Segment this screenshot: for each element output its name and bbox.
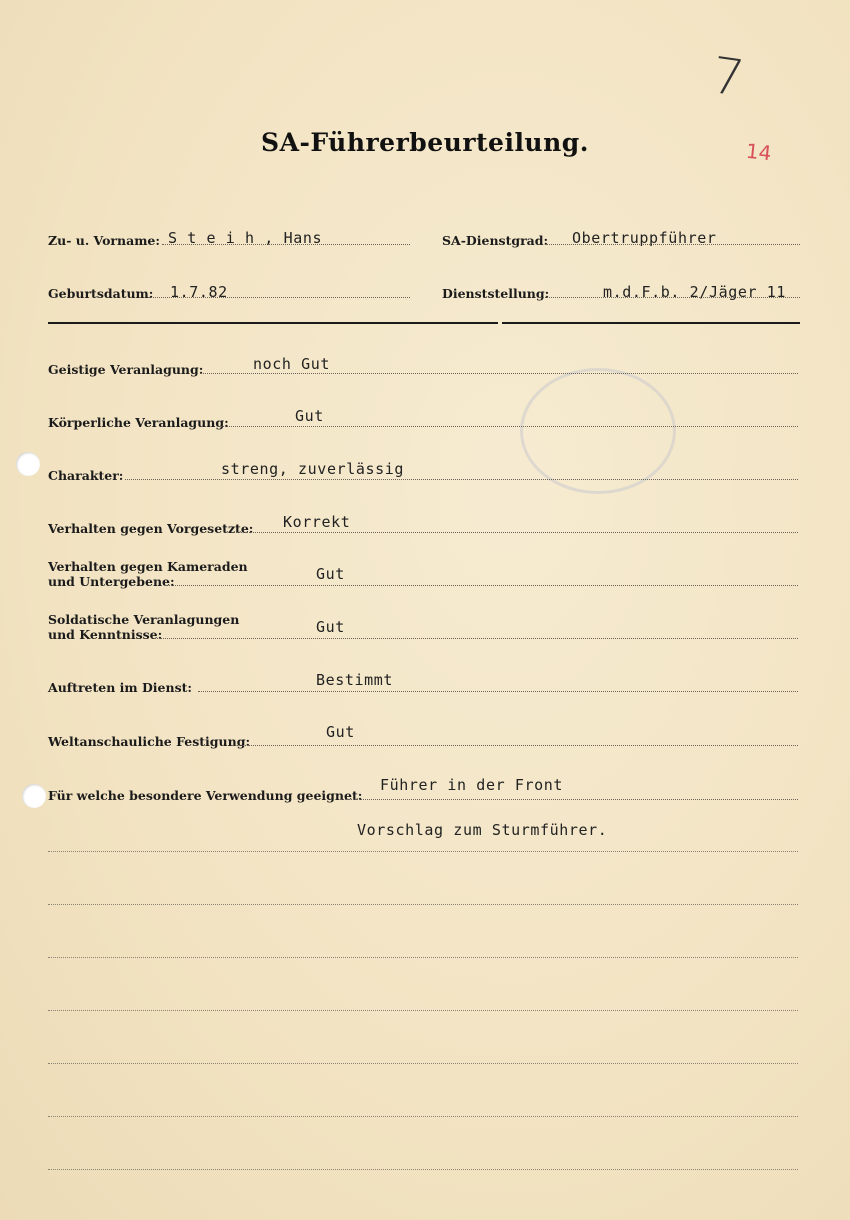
assessment-value: Gut: [326, 723, 355, 741]
punch-hole: [22, 784, 46, 808]
assessment-line: [198, 691, 798, 692]
faded-stamp: [520, 368, 676, 494]
section-rule-right: [502, 322, 800, 324]
assessment-label: Für welche besondere Verwendung geeignet:: [48, 788, 363, 803]
document-title: SA-Führerbeurteilung.: [261, 128, 589, 157]
assessment-label-line1: Soldatische Veranlagungen: [48, 612, 240, 627]
assessment-label: Weltanschauliche Festigung:: [48, 734, 251, 749]
blank-line: [48, 957, 798, 958]
assessment-line: [232, 745, 798, 746]
assessment-value: Korrekt: [283, 513, 351, 531]
assessment-label-line2: und Kenntnisse:: [48, 627, 163, 642]
assessment-line: [200, 373, 798, 374]
assessment-value: Gut: [316, 618, 345, 636]
assessment-value: noch Gut: [253, 355, 331, 373]
assessment-line: [218, 426, 798, 427]
birth-label: Geburtsdatum:: [48, 286, 154, 301]
rank-label: SA-Dienstgrad:: [442, 233, 549, 248]
rank-value: Obertruppführer: [572, 229, 717, 247]
assessment-label: Charakter:: [48, 468, 124, 483]
assessment-value: streng, zuverlässig: [221, 460, 404, 478]
blank-line: [48, 1169, 798, 1170]
section-rule-left: [48, 322, 498, 324]
assessment-value: Bestimmt: [316, 671, 394, 689]
birth-value: 1.7.82: [170, 283, 228, 301]
name-label: Zu- u. Vorname:: [48, 233, 160, 248]
assessment-value: Gut: [316, 565, 345, 583]
position-label: Dienststellung:: [442, 286, 550, 301]
assessment-extra: Vorschlag zum Sturmführer.: [357, 821, 608, 839]
assessment-label: Körperliche Veranlagung:: [48, 415, 229, 430]
assessment-value: Führer in der Front: [380, 776, 563, 794]
assessment-label: Auftreten im Dienst:: [48, 680, 193, 695]
blank-line: [48, 851, 798, 852]
blank-line: [48, 1010, 798, 1011]
assessment-line: [340, 799, 798, 800]
assessment-line: [164, 585, 798, 586]
blank-line: [48, 1116, 798, 1117]
assessment-line: [236, 532, 798, 533]
blank-line: [48, 904, 798, 905]
blank-line: [48, 1063, 798, 1064]
assessment-label-line2: und Untergebene:: [48, 574, 175, 589]
position-value: m.d.F.b. 2/Jäger 11: [603, 283, 786, 301]
punch-hole: [16, 452, 40, 476]
assessment-label: Geistige Veranlagung:: [48, 362, 204, 377]
page-number: 7: [708, 46, 748, 108]
assessment-label-line1: Verhalten gegen Kameraden: [48, 559, 248, 574]
assessment-line: [125, 479, 798, 480]
assessment-label: Verhalten gegen Vorgesetzte:: [48, 521, 254, 536]
assessment-line: [155, 638, 798, 639]
assessment-value: Gut: [295, 407, 324, 425]
red-annotation: 14: [744, 138, 773, 166]
name-value: S t e i h , Hans: [168, 229, 323, 247]
